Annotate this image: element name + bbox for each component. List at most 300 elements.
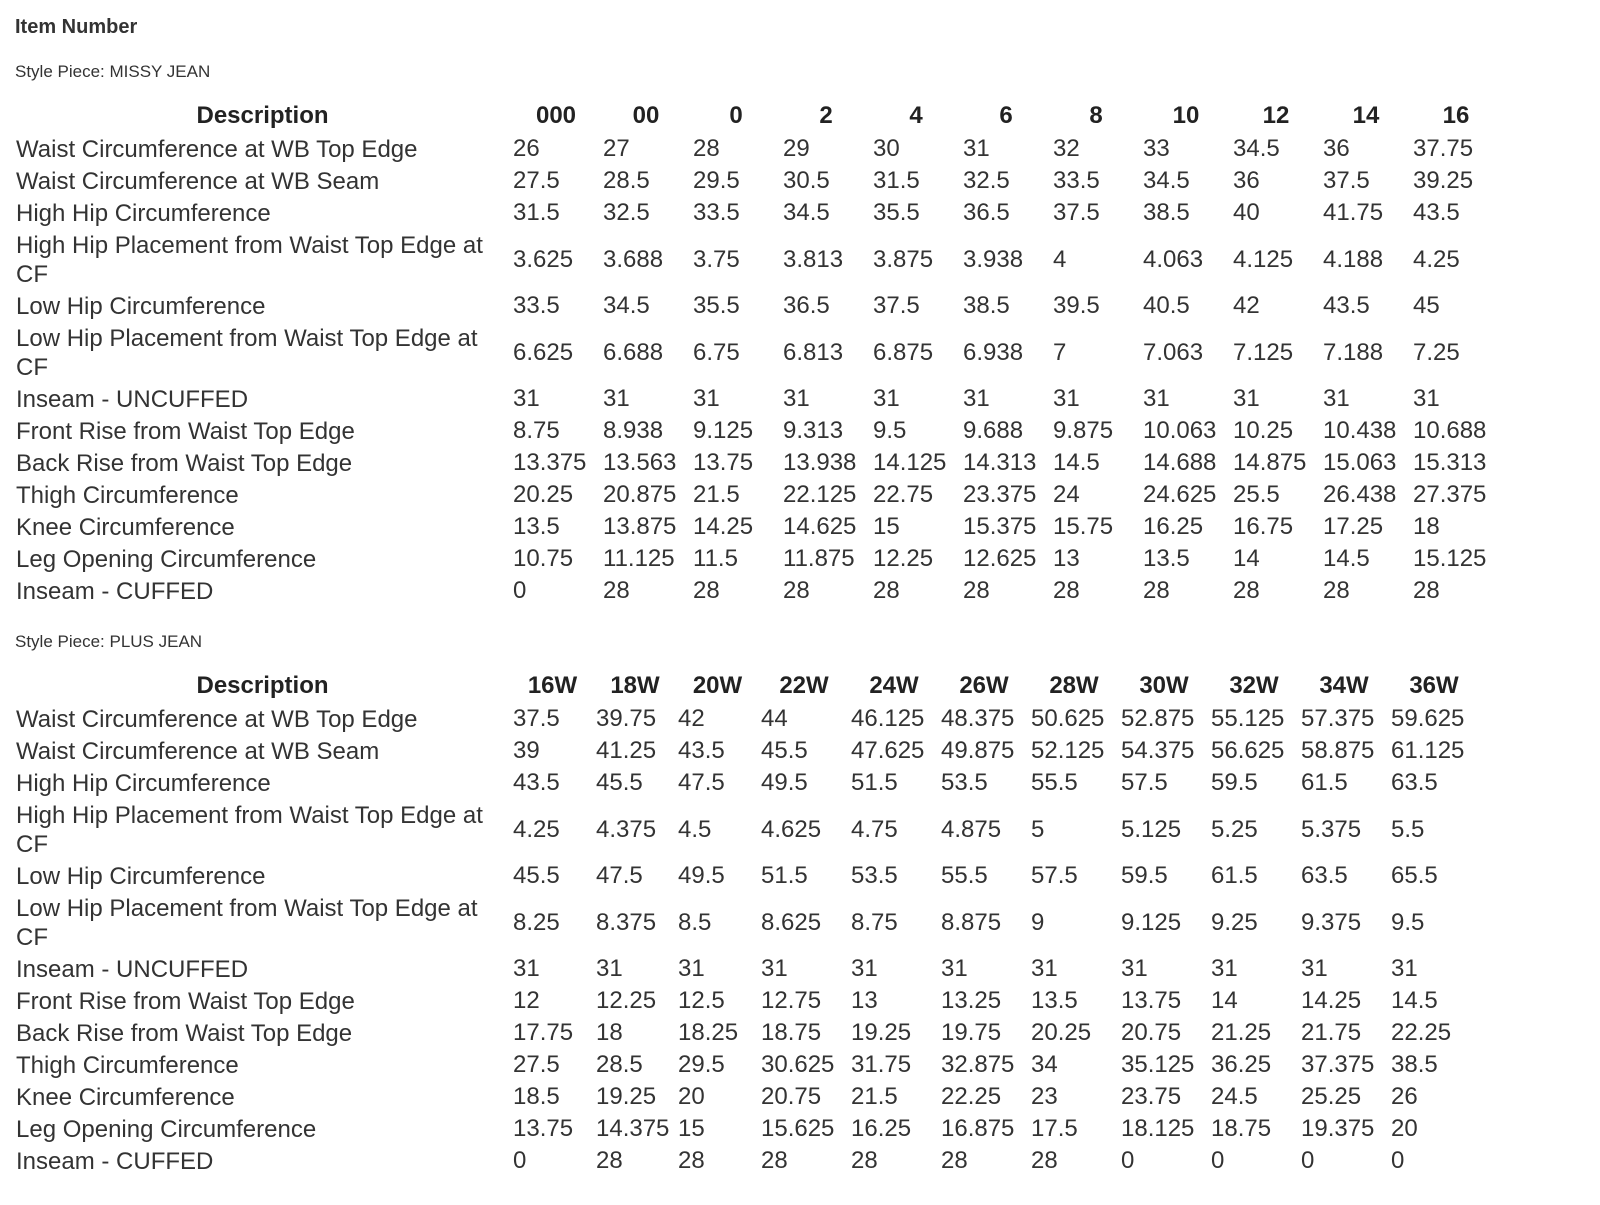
measurement-value: 45.5	[513, 862, 560, 889]
measurement-value: 22.125	[783, 481, 857, 508]
measurement-value: 8.75	[851, 908, 898, 936]
measurement-value: 5.375	[1301, 815, 1362, 843]
measurement-value: 51.5	[761, 862, 808, 889]
table-row	[12, 290, 1499, 322]
size-column-header: 24W	[869, 672, 919, 699]
measurement-value: 12.625	[963, 545, 1037, 572]
measurement-value: 7.25	[1413, 338, 1460, 366]
measurement-value: 10.688	[1413, 417, 1487, 444]
table-row	[12, 197, 1499, 229]
measurement-label: Back Rise from Waist Top Edge	[16, 449, 353, 477]
table-row	[12, 133, 1499, 165]
measurement-value: 22.25	[941, 1083, 1002, 1110]
measurement-value: 41.75	[1323, 199, 1384, 226]
measurement-value: 65.5	[1391, 862, 1438, 889]
table-row	[12, 479, 1499, 511]
measurement-label: Inseam - CUFFED	[16, 1147, 214, 1175]
measurement-value: 15	[873, 513, 900, 540]
measurement-label: Waist Circumference at WB Seam	[16, 167, 380, 195]
table-row	[12, 892, 1477, 953]
measurement-value: 14	[1233, 545, 1260, 572]
table-row	[12, 543, 1499, 575]
measurement-value: 34.5	[1143, 167, 1190, 194]
measurement-value: 14.5	[1391, 987, 1438, 1014]
measurement-value: 5.5	[1391, 815, 1425, 843]
measurement-value: 20.25	[1031, 1019, 1092, 1046]
measurement-value: 9.25	[1211, 908, 1258, 936]
measurement-label: High Hip Circumference	[16, 769, 271, 797]
measurement-value: 24.625	[1143, 481, 1217, 508]
measurement-value: 22.25	[1391, 1019, 1452, 1046]
measurement-value: 4.75	[851, 815, 898, 843]
measurement-value: 28	[603, 577, 630, 604]
measurement-value: 4.25	[1413, 245, 1460, 273]
measurement-label: Inseam - UNCUFFED	[16, 385, 249, 413]
measurement-value: 10.25	[1233, 417, 1294, 444]
measurement-value: 43.5	[1413, 199, 1460, 226]
measurement-value: 7	[1053, 338, 1067, 366]
measurement-value: 25.5	[1233, 481, 1280, 508]
measurement-value: 31	[513, 955, 540, 982]
measurement-label: Back Rise from Waist Top Edge	[16, 1019, 353, 1047]
measurement-value: 34.5	[783, 199, 830, 226]
measurement-value: 59.5	[1121, 862, 1168, 889]
measurement-value: 31	[783, 385, 810, 412]
table-row	[12, 1049, 1477, 1081]
measurement-value: 31.5	[873, 167, 920, 194]
measurement-value: 15.313	[1413, 449, 1487, 476]
measurement-value: 38.5	[963, 292, 1010, 319]
measurement-value: 4.875	[941, 815, 1002, 843]
measurement-value: 45	[1413, 292, 1440, 319]
measurement-value: 18.75	[1211, 1115, 1272, 1142]
measurement-value: 16.75	[1233, 513, 1294, 540]
measurement-value: 20	[678, 1083, 705, 1110]
description-column-header: Description	[196, 102, 329, 129]
measurement-value: 26.438	[1323, 481, 1397, 508]
measurement-value: 31	[941, 955, 968, 982]
measurement-value: 11.875	[783, 545, 855, 572]
measurement-value: 28	[761, 1147, 788, 1174]
measurement-value: 25.25	[1301, 1083, 1362, 1110]
measurement-value: 59.625	[1391, 705, 1465, 732]
measurement-label: Front Rise from Waist Top Edge	[16, 987, 355, 1015]
measurement-value: 36	[1233, 167, 1260, 194]
measurement-value: 3.688	[603, 245, 664, 273]
size-column-header: 000	[535, 102, 577, 129]
measurement-label: High Hip Placement from Waist Top Edge at CF	[16, 801, 483, 858]
measurement-value: 21.5	[693, 481, 740, 508]
measurement-value: 16.25	[1143, 513, 1204, 540]
table-row	[12, 799, 1477, 860]
measurement-value: 44	[761, 705, 788, 732]
measurement-value: 27.5	[513, 1051, 560, 1078]
size-column-header: 8	[1089, 102, 1103, 129]
measurement-value: 31	[1143, 385, 1170, 412]
measurement-value: 58.875	[1301, 737, 1375, 764]
measurement-value: 28	[693, 135, 720, 162]
measurement-label: Leg Opening Circumference	[16, 545, 317, 573]
measurement-value: 37.375	[1301, 1051, 1375, 1078]
measurement-value: 12.75	[761, 987, 822, 1014]
measurement-value: 12.25	[873, 545, 934, 572]
measurement-value: 14.688	[1143, 449, 1217, 476]
measurement-value: 9	[1031, 908, 1045, 936]
measurement-label: Inseam - CUFFED	[16, 577, 214, 605]
measurement-label: Low Hip Circumference	[16, 292, 266, 320]
measurement-value: 30	[873, 135, 900, 162]
measurement-value: 21.25	[1211, 1019, 1272, 1046]
measurement-value: 3.813	[783, 245, 844, 273]
measurement-label: Thigh Circumference	[16, 1051, 239, 1079]
measurement-value: 20.25	[513, 481, 574, 508]
measurement-value: 46.125	[851, 705, 925, 732]
table-row	[12, 985, 1477, 1017]
measurement-value: 7.125	[1233, 338, 1294, 366]
measurement-value: 11.5	[693, 545, 738, 572]
measurement-value: 0	[1211, 1147, 1225, 1174]
table-row	[12, 1017, 1477, 1049]
measurement-value: 39.25	[1413, 167, 1474, 194]
measurement-value: 49.5	[678, 862, 725, 889]
measurement-value: 9.688	[963, 417, 1024, 444]
measurement-value: 35.125	[1121, 1051, 1195, 1078]
size-column-header: 4	[909, 102, 923, 129]
measurement-value: 13	[851, 987, 878, 1014]
measurement-value: 61.5	[1211, 862, 1258, 889]
measurement-value: 27	[603, 135, 630, 162]
measurement-value: 4	[1053, 245, 1067, 273]
size-column-header: 22W	[779, 672, 829, 699]
measurement-value: 63.5	[1301, 862, 1348, 889]
measurement-value: 57.5	[1121, 769, 1168, 796]
measurement-value: 55.125	[1211, 705, 1285, 732]
measurement-value: 22.75	[873, 481, 934, 508]
measurement-value: 31	[1031, 955, 1058, 982]
measurement-label: Inseam - UNCUFFED	[16, 955, 249, 983]
table-row	[12, 953, 1477, 985]
measurement-value: 13.375	[513, 449, 587, 476]
measurement-value: 37.75	[1413, 135, 1474, 162]
measurement-value: 43.5	[1323, 292, 1370, 319]
measurement-value: 52.125	[1031, 737, 1105, 764]
measurement-value: 26	[513, 135, 540, 162]
measurement-value: 26	[1391, 1083, 1418, 1110]
measurement-value: 31.75	[851, 1051, 912, 1078]
size-column-header: 36W	[1409, 672, 1459, 699]
measurement-value: 28	[963, 577, 990, 604]
measurement-value: 37.5	[1053, 199, 1100, 226]
measurement-value: 14.313	[963, 449, 1037, 476]
size-column-header: 16W	[527, 672, 578, 699]
measurement-value: 31	[1301, 955, 1328, 982]
measurement-label: Waist Circumference at WB Top Edge	[16, 135, 418, 163]
measurement-value: 14.125	[873, 449, 947, 476]
measurement-value: 15.375	[963, 513, 1037, 540]
measurement-value: 31	[513, 385, 540, 412]
measurement-value: 28	[1053, 577, 1080, 604]
measurement-value: 31	[1053, 385, 1080, 412]
measurement-value: 9.375	[1301, 908, 1362, 936]
measurement-value: 35.5	[873, 199, 920, 226]
measurement-value: 6.688	[603, 338, 664, 366]
measurement-value: 0	[1301, 1147, 1315, 1174]
measurement-value: 52.875	[1121, 705, 1195, 732]
measurement-value: 31	[963, 385, 990, 412]
size-column-header: 32W	[1229, 672, 1279, 699]
measurement-value: 38.5	[1143, 199, 1190, 226]
measurement-value: 19.75	[941, 1019, 1002, 1046]
measurement-value: 14.625	[783, 513, 857, 540]
measurement-value: 33	[1143, 135, 1170, 162]
measurement-value: 10.438	[1323, 417, 1397, 444]
measurement-value: 3.875	[873, 245, 934, 273]
measurement-value: 31	[963, 135, 990, 162]
measurement-value: 12.5	[678, 987, 725, 1014]
measurement-value: 14.5	[1053, 449, 1100, 476]
measurement-value: 31	[873, 385, 900, 412]
measurement-value: 35.5	[693, 292, 740, 319]
measurement-label: Low Hip Placement from Waist Top Edge at CF	[16, 324, 478, 381]
measurement-value: 5.125	[1121, 815, 1182, 843]
measurement-value: 31	[603, 385, 630, 412]
measurement-value: 20.75	[761, 1083, 822, 1110]
measurement-value: 13.75	[513, 1115, 574, 1142]
measurement-value: 9.875	[1053, 417, 1114, 444]
size-column-header: 12	[1262, 102, 1290, 129]
measurement-value: 27.5	[513, 167, 560, 194]
measurement-label: Low Hip Circumference	[16, 862, 266, 890]
measurement-value: 14	[1211, 987, 1238, 1014]
measurement-value: 51.5	[851, 769, 898, 796]
measurement-value: 28	[873, 577, 900, 604]
measurement-value: 61.5	[1301, 769, 1348, 796]
measurement-value: 6.813	[783, 338, 844, 366]
measurement-value: 9.5	[873, 417, 907, 444]
measurement-value: 29	[783, 135, 810, 162]
measurement-value: 31	[761, 955, 788, 982]
measurement-value: 57.375	[1301, 705, 1375, 732]
measurement-value: 28	[941, 1147, 968, 1174]
measurement-value: 13.5	[1143, 545, 1190, 572]
measurement-value: 36.25	[1211, 1051, 1272, 1078]
table-row	[12, 860, 1477, 892]
measurement-value: 28	[693, 577, 720, 604]
measurement-value: 5	[1031, 815, 1045, 843]
table-row	[12, 1081, 1477, 1113]
size-column-header: 18W	[610, 672, 660, 699]
measurement-value: 55.5	[1031, 769, 1078, 796]
measurement-value: 45.5	[596, 769, 643, 796]
measurement-value: 14.25	[693, 513, 754, 540]
size-column-header: 26W	[959, 672, 1009, 699]
measurement-value: 37.5	[873, 292, 920, 319]
measurement-value: 39	[513, 737, 540, 764]
measurement-value: 0	[513, 577, 527, 604]
measurement-label: Waist Circumference at WB Seam	[16, 737, 380, 765]
measurement-value: 63.5	[1391, 769, 1438, 796]
measurement-value: 15.625	[761, 1115, 835, 1142]
measurement-value: 45.5	[761, 737, 808, 764]
measurement-value: 3.75	[693, 245, 740, 273]
measurement-value: 40.5	[1143, 292, 1190, 319]
measurement-value: 32.875	[941, 1051, 1015, 1078]
table-row	[12, 575, 1499, 607]
measurement-value: 4.625	[761, 815, 822, 843]
measurement-value: 13.563	[603, 449, 677, 476]
measurement-value: 27.375	[1413, 481, 1487, 508]
measurement-value: 8.375	[596, 908, 657, 936]
measurement-value: 28	[678, 1147, 705, 1174]
measurement-value: 8.875	[941, 908, 1002, 936]
measurement-value: 0	[513, 1147, 527, 1174]
size-column-header: 20W	[692, 672, 743, 699]
measurement-value: 23	[1031, 1083, 1058, 1110]
measurement-value: 13.938	[783, 449, 857, 476]
measurement-value: 29.5	[678, 1051, 725, 1078]
table-row	[12, 383, 1499, 415]
measurement-value: 34	[1031, 1051, 1058, 1078]
measurement-value: 6.75	[693, 338, 740, 366]
measurement-value: 18	[1413, 513, 1440, 540]
measurement-value: 19.25	[596, 1083, 657, 1110]
measurement-value: 29.5	[693, 167, 740, 194]
measurement-value: 20	[1391, 1115, 1418, 1142]
measurement-value: 56.625	[1211, 737, 1285, 764]
measurement-value: 28.5	[603, 167, 650, 194]
measurement-value: 31	[678, 955, 705, 982]
measurement-label: High Hip Circumference	[16, 199, 271, 227]
measurement-label: Front Rise from Waist Top Edge	[16, 417, 355, 445]
measurement-value: 61.125	[1391, 737, 1465, 764]
measurement-value: 40	[1233, 199, 1260, 226]
measurement-value: 12.25	[596, 987, 657, 1014]
measurement-value: 21.5	[851, 1083, 898, 1110]
measurement-value: 32.5	[603, 199, 650, 226]
item-number-heading: Item Number	[15, 16, 138, 38]
size-column-header: 34W	[1319, 672, 1369, 699]
size-spec-table-plus	[12, 669, 1477, 1177]
measurement-value: 18.125	[1121, 1115, 1195, 1142]
measurement-value: 43.5	[513, 769, 560, 796]
measurement-value: 34.5	[1233, 135, 1280, 162]
measurement-value: 28.5	[596, 1051, 643, 1078]
measurement-label: Knee Circumference	[16, 513, 235, 541]
measurement-value: 23.375	[963, 481, 1037, 508]
measurement-value: 31	[1211, 955, 1238, 982]
measurement-value: 28	[1323, 577, 1350, 604]
measurement-value: 14.5	[1323, 545, 1370, 572]
measurement-value: 30.5	[783, 167, 830, 194]
measurement-value: 53.5	[851, 862, 898, 889]
measurement-value: 8.938	[603, 417, 664, 444]
measurement-value: 38.5	[1391, 1051, 1438, 1078]
measurement-value: 10.063	[1143, 417, 1217, 444]
measurement-value: 31.5	[513, 199, 560, 226]
measurement-value: 9.5	[1391, 908, 1425, 936]
measurement-value: 17.75	[513, 1019, 574, 1046]
measurement-value: 8.625	[761, 908, 822, 936]
table-row	[12, 229, 1499, 290]
measurement-value: 28	[1233, 577, 1260, 604]
measurement-value: 13.5	[1031, 987, 1078, 1014]
measurement-value: 36.5	[783, 292, 830, 319]
measurement-value: 15.75	[1053, 513, 1114, 540]
measurement-value: 42	[1233, 292, 1260, 319]
measurement-value: 49.5	[761, 769, 808, 796]
measurement-value: 6.875	[873, 338, 934, 366]
table-header-row	[12, 669, 1477, 703]
measurement-value: 31	[1323, 385, 1350, 412]
measurement-value: 13	[1053, 545, 1080, 572]
table-row	[12, 447, 1499, 479]
size-column-header: 00	[632, 102, 660, 129]
measurement-value: 13.75	[1121, 987, 1182, 1014]
measurement-value: 8.5	[678, 908, 712, 936]
measurement-value: 36	[1323, 135, 1350, 162]
measurement-value: 31	[1391, 955, 1418, 982]
measurement-value: 0	[1121, 1147, 1135, 1174]
measurement-value: 23.75	[1121, 1083, 1182, 1110]
measurement-value: 14.25	[1301, 987, 1362, 1014]
measurement-value: 47.5	[596, 862, 643, 889]
size-column-header: 10	[1172, 102, 1200, 129]
size-column-header: 30W	[1139, 672, 1189, 699]
measurement-value: 39.5	[1053, 292, 1100, 319]
measurement-value: 15.063	[1323, 449, 1397, 476]
measurement-value: 19.25	[851, 1019, 912, 1046]
measurement-value: 4.375	[596, 815, 657, 843]
table-header-row	[12, 99, 1499, 133]
style-piece-label: Style Piece: PLUS JEAN	[15, 632, 203, 651]
measurement-value: 24.5	[1211, 1083, 1258, 1110]
measurement-label: Leg Opening Circumference	[16, 1115, 317, 1143]
measurement-value: 14.375	[596, 1115, 670, 1142]
measurement-value: 4.5	[678, 815, 712, 843]
measurement-value: 4.063	[1143, 245, 1204, 273]
measurement-value: 32	[1053, 135, 1080, 162]
measurement-value: 49.875	[941, 737, 1015, 764]
measurement-value: 34.5	[603, 292, 650, 319]
measurement-label: Waist Circumference at WB Top Edge	[16, 705, 418, 733]
size-column-header: 28W	[1049, 672, 1099, 699]
measurement-value: 33.5	[513, 292, 560, 319]
measurement-value: 31	[1233, 385, 1260, 412]
measurement-value: 6.938	[963, 338, 1024, 366]
measurement-value: 41.25	[596, 737, 657, 764]
measurement-value: 7.063	[1143, 338, 1204, 366]
size-column-header: 0	[729, 102, 743, 129]
measurement-value: 13.5	[513, 513, 560, 540]
measurement-value: 21.75	[1301, 1019, 1362, 1046]
table-row	[12, 1145, 1477, 1177]
measurement-value: 3.938	[963, 245, 1024, 273]
measurement-value: 17.5	[1031, 1115, 1078, 1142]
measurement-value: 20.75	[1121, 1019, 1182, 1046]
table-row	[12, 767, 1477, 799]
measurement-value: 15.125	[1413, 545, 1487, 572]
measurement-value: 8.75	[513, 417, 560, 444]
measurement-value: 20.875	[603, 481, 677, 508]
measurement-value: 54.375	[1121, 737, 1195, 764]
size-spec-table-missy	[12, 99, 1499, 607]
measurement-value: 31	[1121, 955, 1148, 982]
measurement-value: 28	[596, 1147, 623, 1174]
measurement-value: 3.625	[513, 245, 574, 273]
measurement-value: 33.5	[693, 199, 740, 226]
measurement-value: 11.125	[603, 545, 675, 572]
measurement-value: 50.625	[1031, 705, 1105, 732]
